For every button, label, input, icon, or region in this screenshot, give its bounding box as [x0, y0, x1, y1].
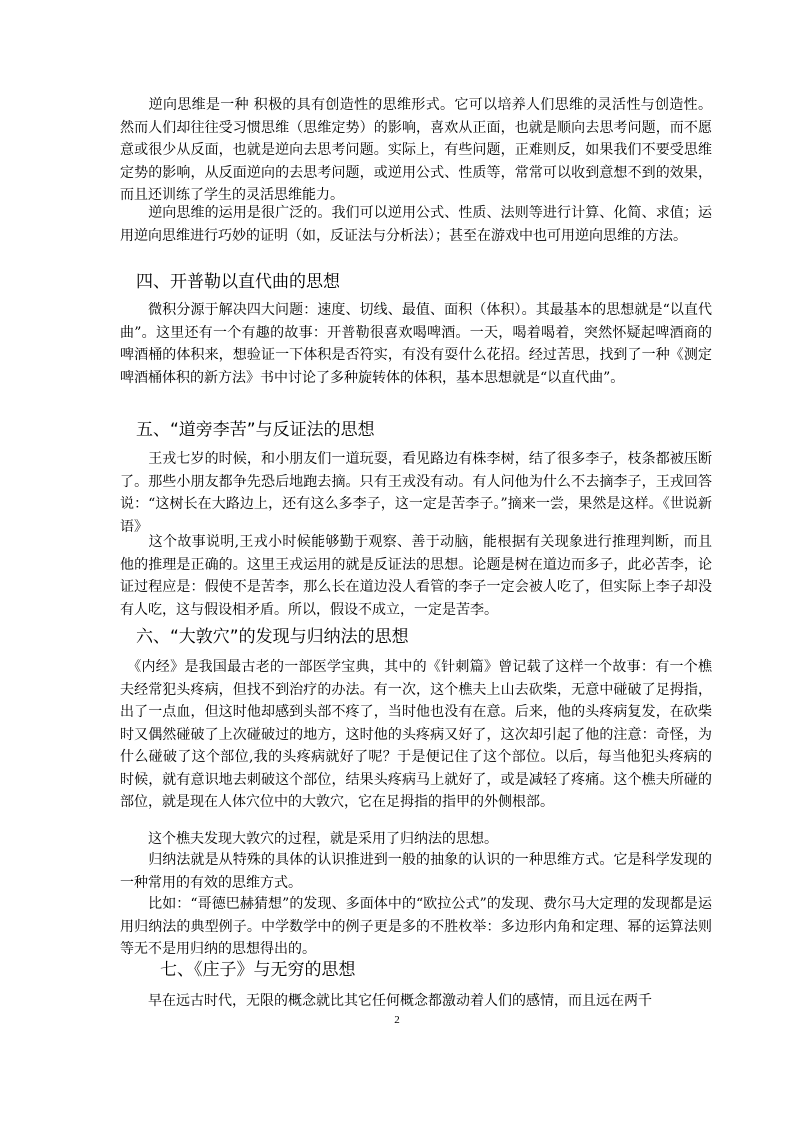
- paragraph-proof-by-contradiction: 这个故事说明,王戎小时候能够勤于观察、善于动脑，能根据有关现象进行推理判断，而且他的推理是正确的。这里王戎运用的就是反证法的思想。论题是树在道边而多子，此必苦李，论证过程应是：假使不是苦李，那么长在道边没人看管的李子一定会被人吃了，但实际上李子却没有人吃，这与假设相矛盾。所以，假设不成立，一定是苦李。: [120, 534, 712, 618]
- paragraph-infinity-intro: 早在远古时代，无限的概念就比其它任何概念都激动着人们的感情，而且远在两千: [120, 993, 652, 1009]
- paragraph-induction-definition: 归纳法就是从特殊的具体的认识推进到一般的抽象的认识的一种思维方式。它是科学发现的一种常用的有效的思维方式。: [120, 852, 712, 891]
- paragraph-reverse-thinking-usage: 逆向思维的运用是很广泛的。我们可以逆用公式、性质、法则等进行计算、化简、求值；运用逆向思维进行巧妙的证明（如，反证法与分析法）；甚至在游戏中也可用逆向思维的方法。: [120, 205, 712, 244]
- page-number: 2: [394, 1014, 400, 1026]
- paragraph-induction-summary: 这个樵夫发现大敦穴的过程，就是采用了归纳法的思想。: [120, 831, 498, 847]
- paragraph-wang-rong-story: 王戎七岁的时候，和小朋友们一道玩耍，看见路边有株李树，结了很多李子，枝条都被压断了。那些小朋友都争先恐后地跑去摘。只有王戎没有动。有人问他为什么不去摘李子，王戎回答说：“这树长在大路边上，还有这么多李子，这一定是苦李子。”摘来一尝，果然是这样。《世说新语》: [120, 451, 712, 535]
- paragraph-induction-examples: 比如：“哥德巴赫猜想”的发现、多面体中的“欧拉公式”的发现、费尔马大定理的发现都是运用归纳法的典型例子。中学数学中的例子更是多的不胜枚举：多边形内角和定理、幂的运算法则等无不是用归纳的思想得出的。: [120, 896, 712, 957]
- paragraph-kepler: 微积分源于解决四大问题：速度、切线、最值、面积（体积）。其最基本的思想就是“以直代曲”。这里还有一个有趣的故事：开普勒很喜欢喝啤酒。一天，喝着喝着，突然怀疑起啤酒商的啤酒桶的体积来，想验证一下体积是否符实，有没有耍什么花招。经过苦思，找到了一种《测定啤酒桶体积的新方法》书中讨论了多种旋转体的体积，基本思想就是“以直代曲”。: [120, 302, 712, 386]
- heading-section-5: 五、“道旁李苦”与反证法的思想: [136, 420, 375, 440]
- heading-section-6: 六、“大敦穴”的发现与归纳法的思想: [136, 627, 409, 647]
- paragraph-reverse-thinking-intro: 逆向思维是一种 积极的具有创造性的思维形式。它可以培养人们思维的灵活性与创造性。然而人们却往往受习惯思维（思维定势）的影响，喜欢从正面，也就是顺向去思考问题，而不愿意或很少从反面，也就是逆向去思考问题。实际上，有些问题，正难则反，如果我们不要受思维定势的影响，从反面逆向的去思考问题，或逆用公式、性质等，常常可以收到意想不到的效果，而且还训练了学生的灵活思维能力。: [120, 97, 712, 203]
- heading-section-7: 七、《庄子》与无穷的思想: [160, 960, 356, 980]
- paragraph-dadun-story: 《内经》是我国最古老的一部医学宝典，其中的《针刺篇》曾记载了这样一个故事：有一个樵夫经常犯头疼病，但找不到治疗的办法。有一次，这个樵夫上山去砍柴，无意中碰破了足拇指，出了一点血，但这时他却感到头部不疼了，当时他也没有在意。后来，他的头疼病复发，在砍柴时又偶然碰破了上次碰破过的地方，这时他的头疼病又好了，这次却引起了他的注意：奇怪，为什么碰破了这个部位,我的头疼病就好了呢？于是便记住了这个部位。以后，每当他犯头疼病的时候，就有意识地去刺破这个部位，结果头疼病马上就好了，或是减轻了疼痛。这个樵夫所碰的部位，就是现在人体穴位中的大敦穴，它在足拇指的指甲的外侧根部。: [120, 659, 712, 810]
- heading-section-4: 四、开普勒以直代曲的思想: [136, 272, 340, 292]
